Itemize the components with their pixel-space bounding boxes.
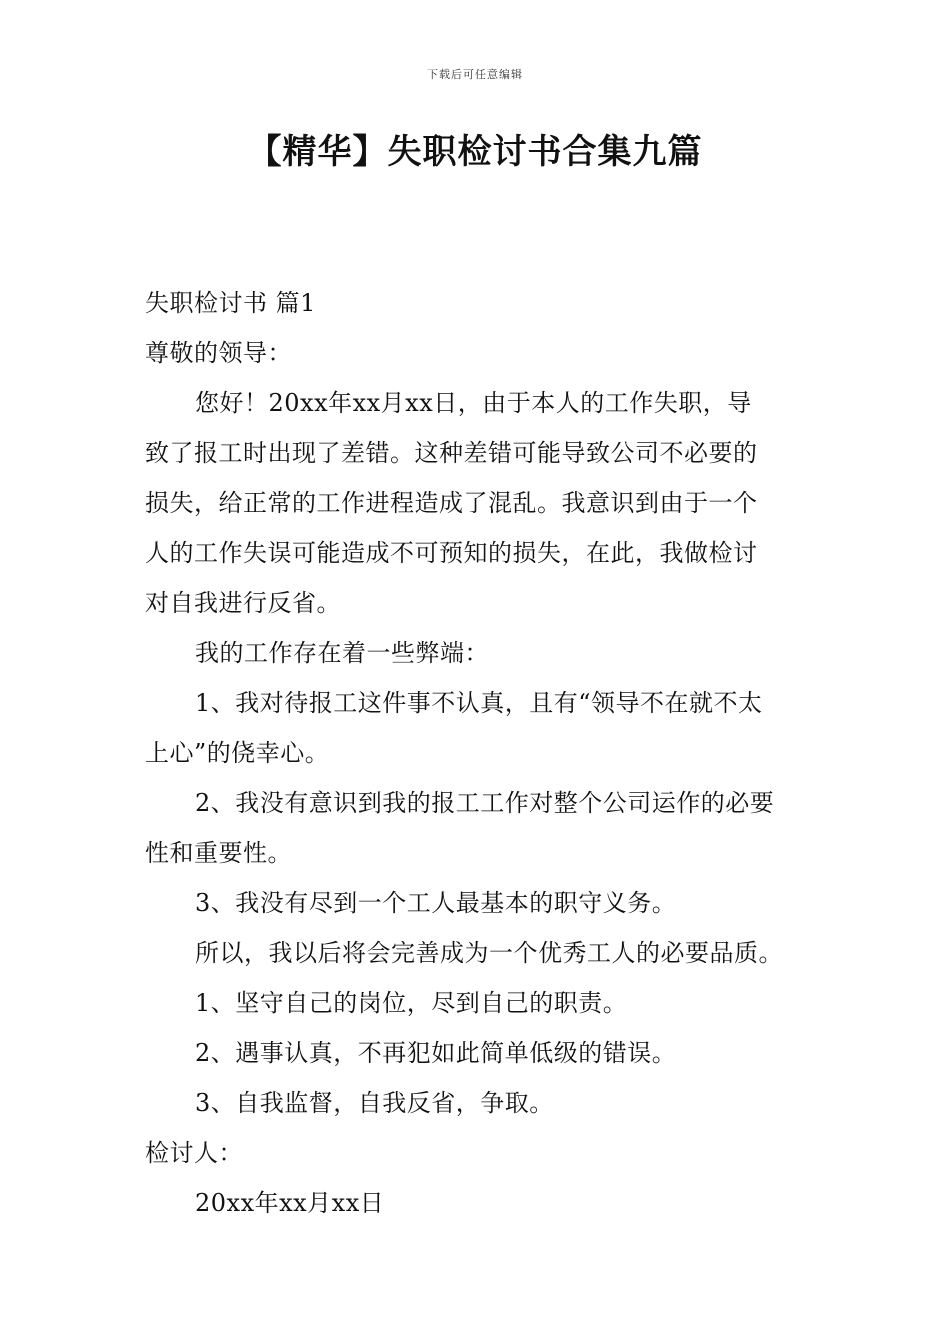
signature-date: 20xx年xx月xx日 xyxy=(195,1189,385,1217)
list-item: 3、我没有尽到一个工人最基本的职守义务。 xyxy=(195,889,677,917)
document-body xyxy=(145,278,807,1228)
signature-label: 检讨人： xyxy=(145,1139,243,1167)
list-item: 1、我对待报工这件事不认真，且有“领导不在就不太 xyxy=(195,689,763,717)
list-item: 2、遇事认真，不再犯如此简单低级的错误。 xyxy=(195,1039,677,1067)
paragraph-line: 您好！20xx年xx月xx日，由于本人的工作失职，导 xyxy=(195,389,752,417)
paragraph-line: 人的工作失误可能造成不可预知的损失，在此，我做检讨 xyxy=(145,539,758,567)
document-title: 【精华】失职检讨书合集九篇 xyxy=(247,132,703,172)
list-item: 2、我没有意识到我的报工工作对整个公司运作的必要 xyxy=(195,789,775,817)
section-heading: 失职检讨书 篇1 xyxy=(145,289,316,317)
paragraph-line: 所以，我以后将会完善成为一个优秀工人的必要品质。 xyxy=(195,939,783,967)
list-item-continuation: 上心”的侥幸心。 xyxy=(145,739,330,767)
paragraph-line: 致了报工时出现了差错。这种差错可能导致公司不必要的 xyxy=(145,439,758,467)
list-item: 3、自我监督，自我反省，争取。 xyxy=(195,1089,554,1117)
list-item-continuation: 性和重要性。 xyxy=(145,839,292,867)
header-note: 下载后可任意编辑 xyxy=(427,68,523,81)
paragraph-line: 对自我进行反省。 xyxy=(145,589,341,617)
list-item: 1、坚守自己的岗位，尽到自己的职责。 xyxy=(195,989,628,1017)
salutation: 尊敬的领导： xyxy=(145,339,292,367)
paragraph-line: 我的工作存在着一些弊端： xyxy=(195,639,489,667)
paragraph-line: 损失，给正常的工作进程造成了混乱。我意识到由于一个 xyxy=(145,489,758,517)
